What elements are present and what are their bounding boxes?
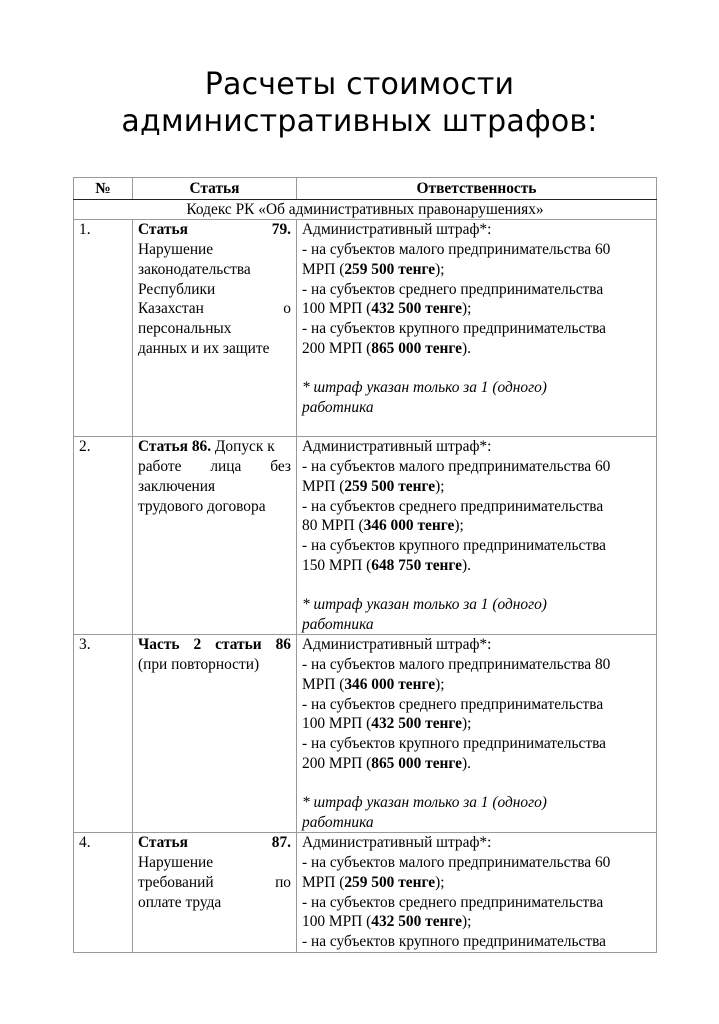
fine-note: * штраф указан только за 1 (одного) работника	[302, 794, 547, 831]
fine-punct: );	[462, 913, 472, 931]
fine-mrp: МРП (	[302, 873, 345, 891]
fine-amount-line	[302, 339, 651, 359]
article-line	[138, 437, 291, 457]
article-cell	[133, 833, 297, 952]
fine-mrp: МРП (	[302, 260, 345, 278]
fine-mrp: 100 МРП (	[302, 913, 372, 931]
fine-punct: ).	[462, 339, 471, 357]
fine-mrp: МРП (	[302, 675, 345, 693]
article-word: статьи	[215, 636, 262, 654]
article-line	[138, 240, 291, 260]
fine-punct: ).	[462, 754, 471, 772]
article-text: заключения	[138, 477, 216, 495]
article-cell	[133, 220, 297, 437]
fine-note: * штраф указан только за 1 (одного) работника	[302, 379, 547, 416]
article-word: 86	[275, 636, 291, 654]
fine-amount: 648 750 тенге	[371, 556, 463, 574]
fine-category: - на субъектов крупного предпринимательства	[302, 932, 606, 950]
fine-punct: );	[435, 260, 445, 278]
fine-category: - на субъектов среднего предпринимательства	[302, 893, 604, 911]
fine-amount-line	[302, 714, 651, 734]
article-line	[138, 457, 291, 477]
article-line	[138, 655, 291, 675]
article-line	[138, 280, 291, 300]
fine-mrp: 200 МРП (	[302, 339, 372, 357]
fine-amount-line	[302, 299, 651, 319]
fine-amount: 346 000 тенге	[363, 517, 455, 535]
fine-amount-line	[302, 873, 651, 893]
fine-mrp: 80 МРП (	[302, 517, 364, 535]
fine-category: - на субъектов малого предпринимательства 60	[302, 854, 611, 872]
fine-amount: 432 500 тенге	[371, 715, 463, 733]
responsibility-cell	[297, 220, 657, 437]
fine-punct: );	[462, 300, 472, 318]
fine-category: - на субъектов малого предпринимательства 60	[302, 241, 611, 259]
fine-amount: 259 500 тенге	[344, 873, 436, 891]
fine-amount: 865 000 тенге	[371, 754, 463, 772]
responsibility-cell	[297, 437, 657, 635]
fine-punct: );	[435, 675, 445, 693]
header-article: Статья	[133, 178, 297, 200]
row-number: 1.	[74, 220, 133, 437]
fine-punct: );	[435, 873, 445, 891]
fine-mrp: МРП (	[302, 477, 345, 495]
article-word: работе	[138, 458, 182, 476]
article-text: Нарушение	[138, 241, 214, 259]
table-row	[74, 437, 657, 635]
article-word: 2	[193, 636, 202, 654]
article-line	[138, 339, 291, 359]
article-text: оплате труда	[138, 893, 222, 911]
article-word: требований	[138, 873, 214, 891]
article-ref: Статья 86.	[138, 438, 212, 456]
article-word: по	[275, 873, 291, 891]
table-row	[74, 635, 657, 833]
article-line	[138, 319, 291, 339]
fine-amount: 865 000 тенге	[371, 339, 463, 357]
fine-intro: Административный штраф*:	[302, 834, 492, 852]
table-row	[74, 833, 657, 952]
article-text: Допуск к	[211, 438, 275, 456]
row-number: 2.	[74, 437, 133, 635]
fine-amount-line	[302, 675, 651, 695]
title-line-1: Расчеты стоимости	[204, 67, 515, 102]
article-cell	[133, 437, 297, 635]
fine-amount: 259 500 тенге	[344, 477, 436, 495]
fine-amount-line	[302, 260, 651, 280]
fines-table	[73, 177, 657, 953]
responsibility-cell	[297, 635, 657, 833]
row-number: 3.	[74, 635, 133, 833]
article-word: о	[283, 300, 291, 318]
fine-mrp: 100 МРП (	[302, 300, 372, 318]
fine-amount: 259 500 тенге	[344, 260, 436, 278]
table-body	[74, 220, 657, 952]
fine-amount-line	[302, 912, 651, 932]
fine-intro: Административный штраф*:	[302, 221, 492, 239]
fine-intro: Административный штраф*:	[302, 438, 492, 456]
article-word: Казахстан	[138, 300, 204, 318]
article-line	[138, 893, 291, 913]
article-line	[138, 260, 291, 280]
article-line	[138, 299, 291, 319]
fine-category: - на субъектов крупного предпринимательства	[302, 319, 606, 337]
row-number: 4.	[74, 833, 133, 952]
fine-mrp: 150 МРП (	[302, 556, 372, 574]
article-text: Республики	[138, 280, 216, 298]
article-text: персональных	[138, 319, 232, 337]
fine-category: - на субъектов среднего предпринимательства	[302, 695, 604, 713]
page-title	[0, 66, 719, 140]
article-word: Статья	[138, 834, 188, 852]
table-header-row	[74, 178, 657, 200]
fine-punct: ).	[462, 556, 471, 574]
title-line-2: административных штрафов:	[121, 104, 598, 139]
article-text: Нарушение	[138, 854, 214, 872]
fine-amount-line	[302, 754, 651, 774]
fine-amount-line	[302, 477, 651, 497]
fine-note: * штраф указан только за 1 (одного) работника	[302, 596, 547, 633]
fine-punct: );	[462, 715, 472, 733]
fine-category: - на субъектов малого предпринимательства 80	[302, 656, 611, 674]
article-text: (при повторности)	[138, 656, 260, 674]
article-word: лица	[210, 458, 242, 476]
article-text: законодательства	[138, 260, 251, 278]
article-line	[138, 853, 291, 873]
fine-punct: );	[454, 517, 464, 535]
fine-punct: );	[435, 477, 445, 495]
codex-title: Кодекс РК «Об административных правонарушениях»	[74, 199, 657, 220]
fine-category: - на субъектов крупного предпринимательства	[302, 536, 606, 554]
fine-intro: Административный штраф*:	[302, 636, 492, 654]
article-word: 79.	[271, 221, 291, 239]
article-line	[138, 220, 291, 240]
fine-mrp: 200 МРП (	[302, 754, 372, 772]
fine-category: - на субъектов малого предпринимательства 60	[302, 458, 611, 476]
codex-row	[74, 199, 657, 220]
article-word: Часть	[138, 636, 180, 654]
fine-amount: 346 000 тенге	[344, 675, 436, 693]
table-row	[74, 220, 657, 437]
article-line	[138, 833, 291, 853]
article-text: данных и их защите	[138, 339, 270, 357]
article-text: трудового договора	[138, 497, 266, 515]
article-line	[138, 497, 291, 517]
header-num: №	[74, 178, 133, 200]
article-line	[138, 635, 291, 655]
article-word: без	[270, 458, 291, 476]
article-line	[138, 477, 291, 497]
fine-category: - на субъектов среднего предпринимательства	[302, 497, 604, 515]
fine-amount-line	[302, 556, 651, 576]
responsibility-cell	[297, 833, 657, 952]
fine-category: - на субъектов крупного предпринимательства	[302, 734, 606, 752]
article-word: 87.	[271, 834, 291, 852]
fine-amount: 432 500 тенге	[371, 300, 463, 318]
fine-mrp: 100 МРП (	[302, 715, 372, 733]
fine-category: - на субъектов среднего предпринимательства	[302, 280, 604, 298]
fine-amount: 432 500 тенге	[371, 913, 463, 931]
header-responsibility: Ответственность	[297, 178, 657, 200]
article-word: Статья	[138, 221, 188, 239]
article-line	[138, 873, 291, 893]
fine-amount-line	[302, 516, 651, 536]
article-cell	[133, 635, 297, 833]
